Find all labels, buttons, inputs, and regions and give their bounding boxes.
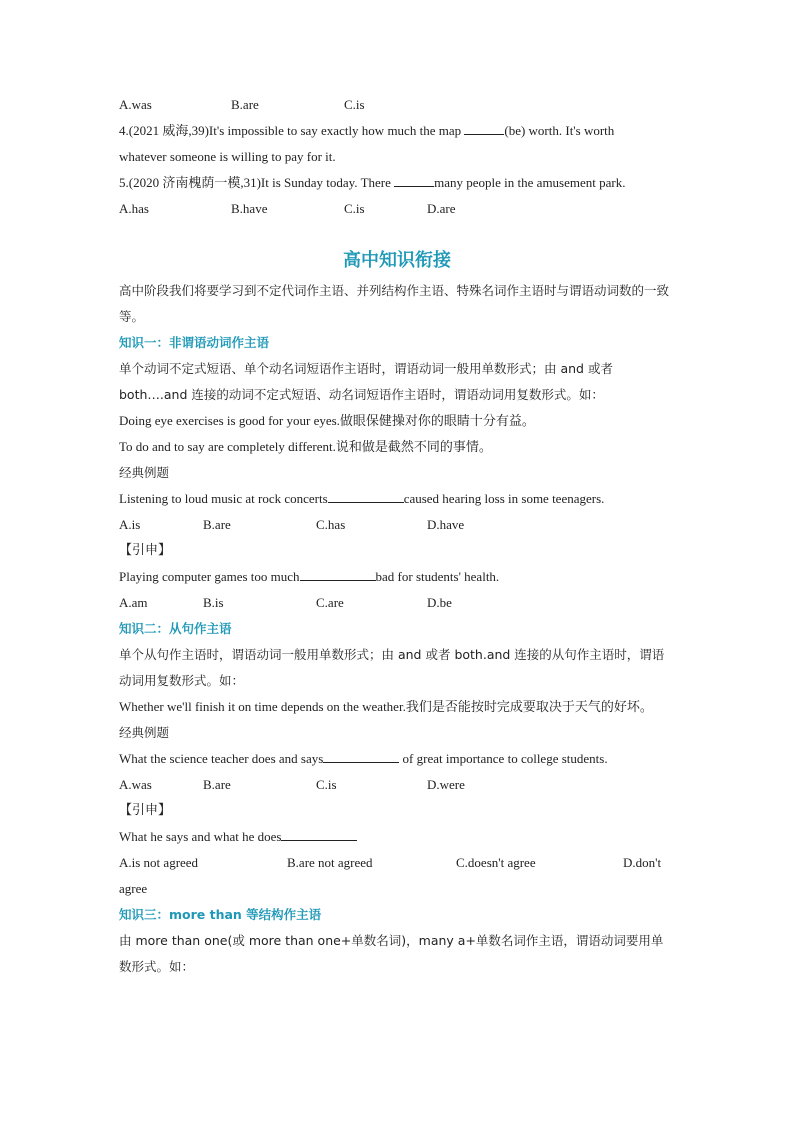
k1-q2: Playing computer games too much bad for students' health. (119, 564, 675, 590)
k1-example-1: Doing eye exercises is good for your eyes.做眼保健操对你的眼睛十分有益。 (119, 413, 535, 428)
answer-blank (464, 120, 504, 135)
q4-line1: 4.(2021 威海,39)It's impossible to say exactly how much the map (be) worth. It's worth (119, 118, 675, 144)
section-title: 高中知识衔接 (343, 250, 451, 271)
q4-line2: whatever someone is willing to pay for it. (119, 149, 336, 164)
option: A.is not agreed (119, 855, 199, 870)
option: C.are (316, 595, 344, 610)
q5-line: 5.(2020 济南槐荫一模,31)It is Sunday today. There many people in the amusement park. (119, 170, 675, 196)
q3-options (119, 92, 675, 118)
answer-blank (323, 748, 399, 763)
knowledge-heading-1: 知识一：非谓语动词作主语 (119, 335, 270, 350)
k2-q1-options (119, 772, 675, 798)
option: A.is (119, 517, 141, 532)
k1-extension-label: 【引申】 (119, 543, 172, 558)
option: D.have (427, 517, 465, 532)
option: B.are (203, 777, 231, 792)
k2-q1: What the science teacher does and says of great importance to college students. (119, 746, 675, 772)
option: C.is (344, 97, 365, 112)
section-intro: 高中阶段我们将要学习到不定代词作主语、并列结构作主语、特殊名词作主语时与谓语动词数的一致等。 (119, 283, 670, 324)
option: A.am (119, 595, 148, 610)
option: B.are not agreed (287, 855, 373, 870)
option: C.doesn't agree (456, 855, 536, 870)
k1-q2-options (119, 590, 675, 616)
k1-example-2: To do and to say are completely different.说和做是截然不同的事情。 (119, 439, 492, 454)
option: D.are (427, 201, 456, 216)
option: C.is (344, 201, 365, 216)
option: B.are (231, 97, 259, 112)
option: A.has (119, 201, 149, 216)
k2-example-1: Whether we'll finish it on time depends on the weather.我们是否能按时完成要取决于天气的好坏。 (119, 699, 653, 714)
option: B.have (231, 201, 268, 216)
option: A.was (119, 97, 152, 112)
option: A.was (119, 777, 152, 792)
k2-q2-options (119, 850, 675, 876)
k2-rule: 单个从句作主语时，谓语动词一般用单数形式；由 and 或者 both.and 连接的从句作主语时，谓语动词用复数形式。如： (119, 647, 665, 688)
k3-rule: 由 more than one(或 more than one+单数名词)，many a+单数名词作主语，谓语动词要用单数形式。如： (119, 933, 664, 974)
k1-classic-label: 经典例题 (119, 465, 170, 480)
option: B.are (203, 517, 231, 532)
answer-blank (281, 826, 357, 841)
option: D.were (427, 777, 465, 792)
k2-q2: What he says and what he does (119, 824, 675, 850)
knowledge-heading-2: 知识二：从句作主语 (119, 621, 232, 636)
option: B.is (203, 595, 224, 610)
content (119, 92, 675, 980)
k1-q1: Listening to loud music at rock concerts caused hearing loss in some teenagers. (119, 486, 675, 512)
answer-blank (300, 566, 376, 581)
option: C.is (316, 777, 337, 792)
k2-classic-label: 经典例题 (119, 725, 170, 740)
k2-q2-option-wrap: agree (119, 881, 148, 896)
option: D.don't (623, 855, 662, 870)
q5-options (119, 196, 675, 222)
answer-blank (328, 488, 404, 503)
k1-rule: 单个动词不定式短语、单个动名词短语作主语时，谓语动词一般用单数形式；由 and 或者 both….and 连接的动词不定式短语、动名词短语作主语时，谓语动词用复数形式。如： (119, 361, 613, 402)
option: C.has (316, 517, 346, 532)
knowledge-heading-3: 知识三：more than 等结构作主语 (119, 907, 322, 922)
k2-extension-label: 【引申】 (119, 803, 172, 818)
k1-q1-options (119, 512, 675, 538)
option: D.be (427, 595, 452, 610)
answer-blank (394, 172, 434, 187)
